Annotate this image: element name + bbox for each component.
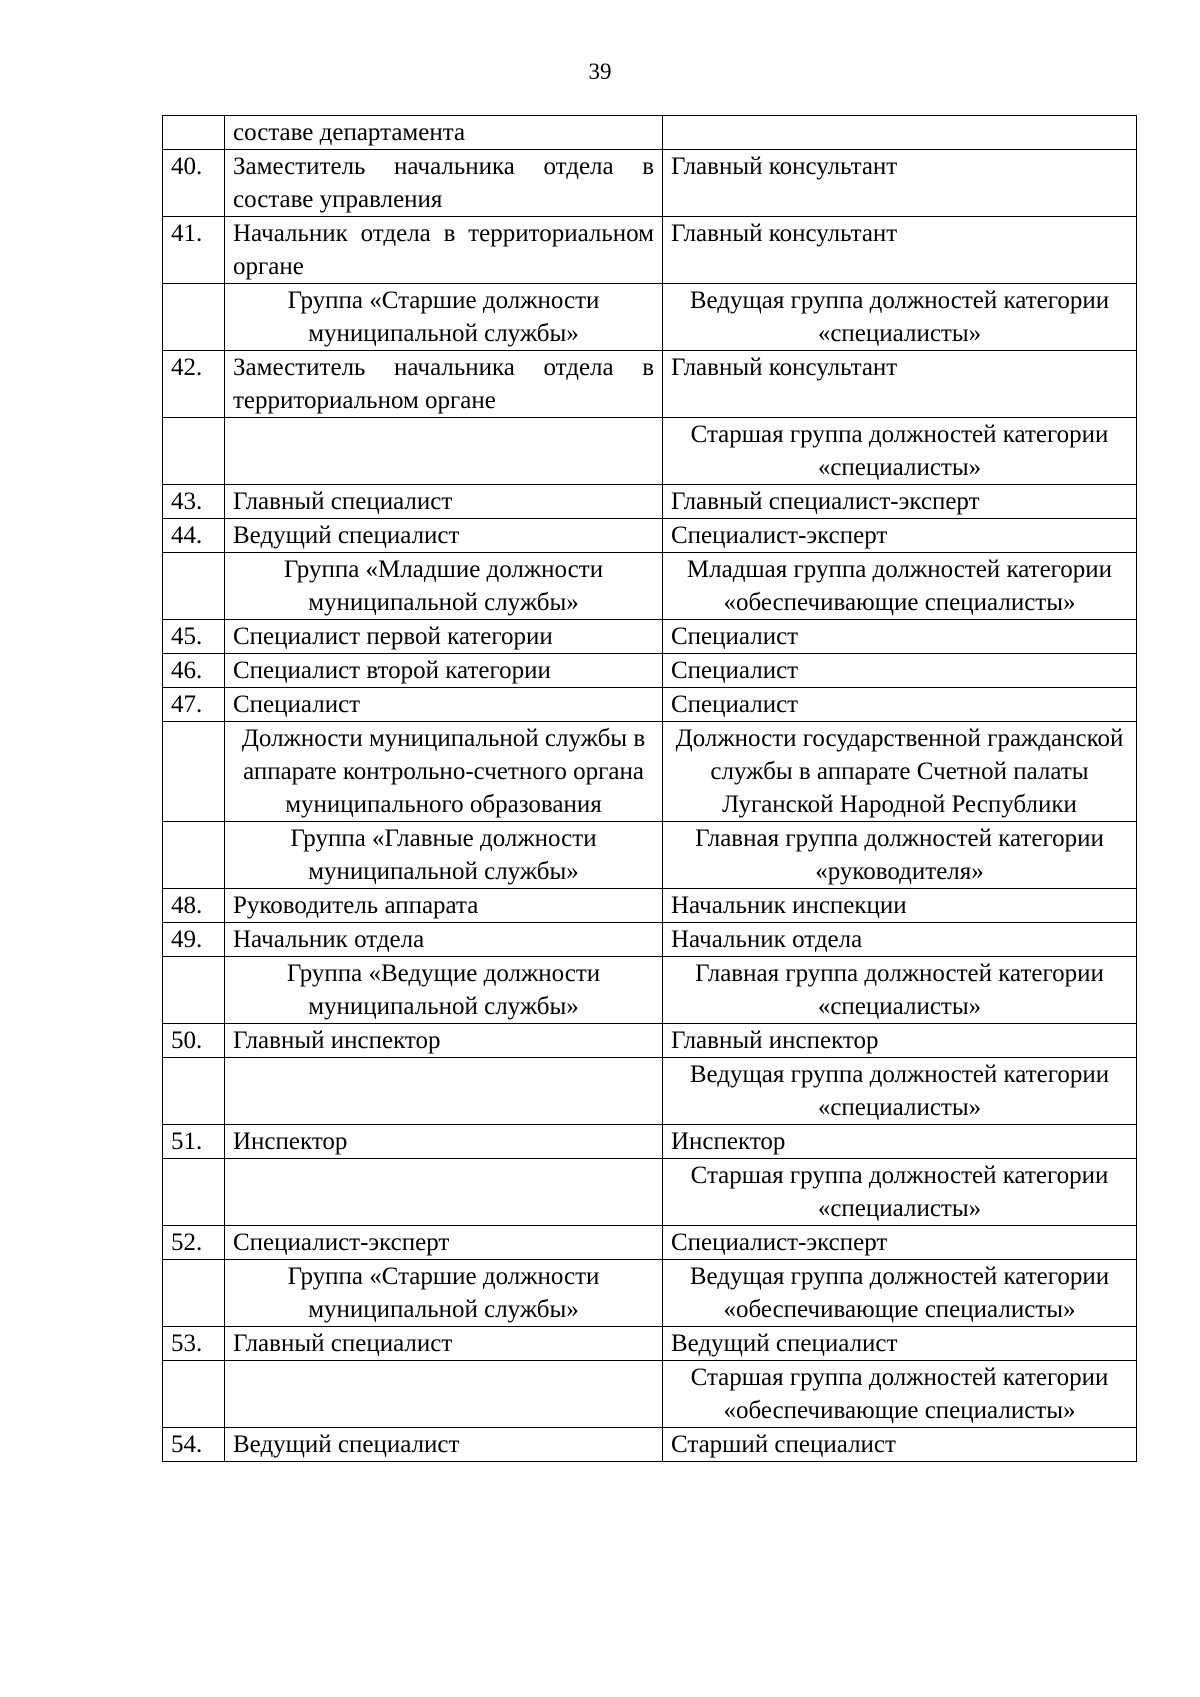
state-position-cell: Специалист (663, 620, 1137, 654)
state-group-cell: Должности государственной гражданской службы в аппарате Счетной палаты Луганской Народной Республики (663, 722, 1137, 822)
row-number-cell (163, 1058, 225, 1125)
row-number-cell (163, 116, 225, 150)
row-number-cell (163, 553, 225, 620)
municipal-position-cell: Специалист второй категории (225, 654, 663, 688)
table-row (163, 654, 1137, 688)
row-number-cell: 43. (163, 485, 225, 519)
row-number-cell: 48. (163, 889, 225, 923)
municipal-group-cell: Группа «Младшие должности муниципальной службы» (225, 553, 663, 620)
row-number-cell (163, 722, 225, 822)
state-position-cell: Специалист-эксперт (663, 519, 1137, 553)
state-group-cell: Старшая группа должностей категории «обеспечивающие специалисты» (663, 1361, 1137, 1428)
row-number-cell: 49. (163, 923, 225, 957)
state-position-cell: Главный инспектор (663, 1024, 1137, 1058)
row-number-cell: 40. (163, 150, 225, 217)
positions-table (162, 115, 1137, 1462)
row-number-cell: 41. (163, 217, 225, 284)
state-group-cell: Ведущая группа должностей категории «специалисты» (663, 1058, 1137, 1125)
row-number-cell: 44. (163, 519, 225, 553)
table-row (163, 688, 1137, 722)
page-number: 39 (588, 59, 612, 84)
table-row (163, 485, 1137, 519)
row-number-cell: 53. (163, 1327, 225, 1361)
table-row (163, 889, 1137, 923)
table-row (163, 116, 1137, 150)
municipal-group-cell: Группа «Ведущие должности муниципальной службы» (225, 957, 663, 1024)
municipal-position-cell: Инспектор (225, 1125, 663, 1159)
municipal-group-cell: Должности муниципальной службы в аппарате контрольно-счетного органа муниципального образования (225, 722, 663, 822)
state-group-cell: Старшая группа должностей категории «специалисты» (663, 1159, 1137, 1226)
state-group-cell: Старшая группа должностей категории «специалисты» (663, 418, 1137, 485)
municipal-position-cell: Руководитель аппарата (225, 889, 663, 923)
municipal-position-cell: Заместитель начальника отдела в территориальном органе (225, 351, 663, 418)
state-group-cell: Главная группа должностей категории «специалисты» (663, 957, 1137, 1024)
row-number-cell (163, 957, 225, 1024)
municipal-position-cell: Ведущий специалист (225, 1428, 663, 1462)
row-number-cell (163, 284, 225, 351)
state-position-cell: Инспектор (663, 1125, 1137, 1159)
state-position-cell: Старший специалист (663, 1428, 1137, 1462)
municipal-position-cell: Специалист первой категории (225, 620, 663, 654)
table-row (163, 519, 1137, 553)
municipal-group-cell: Группа «Старшие должности муниципальной службы» (225, 284, 663, 351)
group-header-row (163, 1361, 1137, 1428)
municipal-position-cell: Специалист-эксперт (225, 1226, 663, 1260)
municipal-group-cell: Группа «Старшие должности муниципальной службы» (225, 1260, 663, 1327)
municipal-position-cell: составе департамента (225, 116, 663, 150)
group-header-row (163, 418, 1137, 485)
municipal-group-cell: Группа «Главные должности муниципальной службы» (225, 822, 663, 889)
row-number-cell: 47. (163, 688, 225, 722)
state-group-cell: Главная группа должностей категории «руководителя» (663, 822, 1137, 889)
state-position-cell: Главный консультант (663, 150, 1137, 217)
state-group-cell: Младшая группа должностей категории «обеспечивающие специалисты» (663, 553, 1137, 620)
municipal-position-cell: Заместитель начальника отдела в составе управления (225, 150, 663, 217)
municipal-group-cell (225, 418, 663, 485)
state-position-cell (663, 116, 1137, 150)
row-number-cell: 51. (163, 1125, 225, 1159)
state-position-cell: Главный специалист-эксперт (663, 485, 1137, 519)
row-number-cell: 52. (163, 1226, 225, 1260)
row-number-cell (163, 822, 225, 889)
municipal-position-cell: Ведущий специалист (225, 519, 663, 553)
table-row (163, 1125, 1137, 1159)
state-group-cell: Ведущая группа должностей категории «специалисты» (663, 284, 1137, 351)
row-number-cell (163, 418, 225, 485)
state-position-cell: Главный консультант (663, 351, 1137, 418)
group-header-row (163, 284, 1137, 351)
row-number-cell: 46. (163, 654, 225, 688)
municipal-position-cell: Главный специалист (225, 1327, 663, 1361)
group-header-row (163, 553, 1137, 620)
row-number-cell: 45. (163, 620, 225, 654)
state-position-cell: Ведущий специалист (663, 1327, 1137, 1361)
state-position-cell: Специалист (663, 688, 1137, 722)
municipal-group-cell (225, 1159, 663, 1226)
table-row (163, 217, 1137, 284)
municipal-position-cell: Специалист (225, 688, 663, 722)
state-position-cell: Специалист-эксперт (663, 1226, 1137, 1260)
group-header-row (163, 1159, 1137, 1226)
group-header-row (163, 1058, 1137, 1125)
group-header-row (163, 722, 1137, 822)
row-number-cell: 42. (163, 351, 225, 418)
table-row (163, 1226, 1137, 1260)
group-header-row (163, 1260, 1137, 1327)
state-position-cell: Начальник инспекции (663, 889, 1137, 923)
table-row (163, 620, 1137, 654)
row-number-cell: 50. (163, 1024, 225, 1058)
table-row (163, 1428, 1137, 1462)
state-position-cell: Специалист (663, 654, 1137, 688)
row-number-cell: 54. (163, 1428, 225, 1462)
group-header-row (163, 822, 1137, 889)
row-number-cell (163, 1361, 225, 1428)
municipal-group-cell (225, 1058, 663, 1125)
row-number-cell (163, 1159, 225, 1226)
state-position-cell: Главный консультант (663, 217, 1137, 284)
table-row (163, 1327, 1137, 1361)
municipal-position-cell: Начальник отдела в территориальном органе (225, 217, 663, 284)
municipal-group-cell (225, 1361, 663, 1428)
table-row (163, 351, 1137, 418)
municipal-position-cell: Главный специалист (225, 485, 663, 519)
municipal-position-cell: Начальник отдела (225, 923, 663, 957)
municipal-position-cell: Главный инспектор (225, 1024, 663, 1058)
state-group-cell: Ведущая группа должностей категории «обеспечивающие специалисты» (663, 1260, 1137, 1327)
state-position-cell: Начальник отдела (663, 923, 1137, 957)
row-number-cell (163, 1260, 225, 1327)
table-row (163, 923, 1137, 957)
group-header-row (163, 957, 1137, 1024)
table-row (163, 150, 1137, 217)
positions-table-body (163, 116, 1137, 1462)
table-row (163, 1024, 1137, 1058)
